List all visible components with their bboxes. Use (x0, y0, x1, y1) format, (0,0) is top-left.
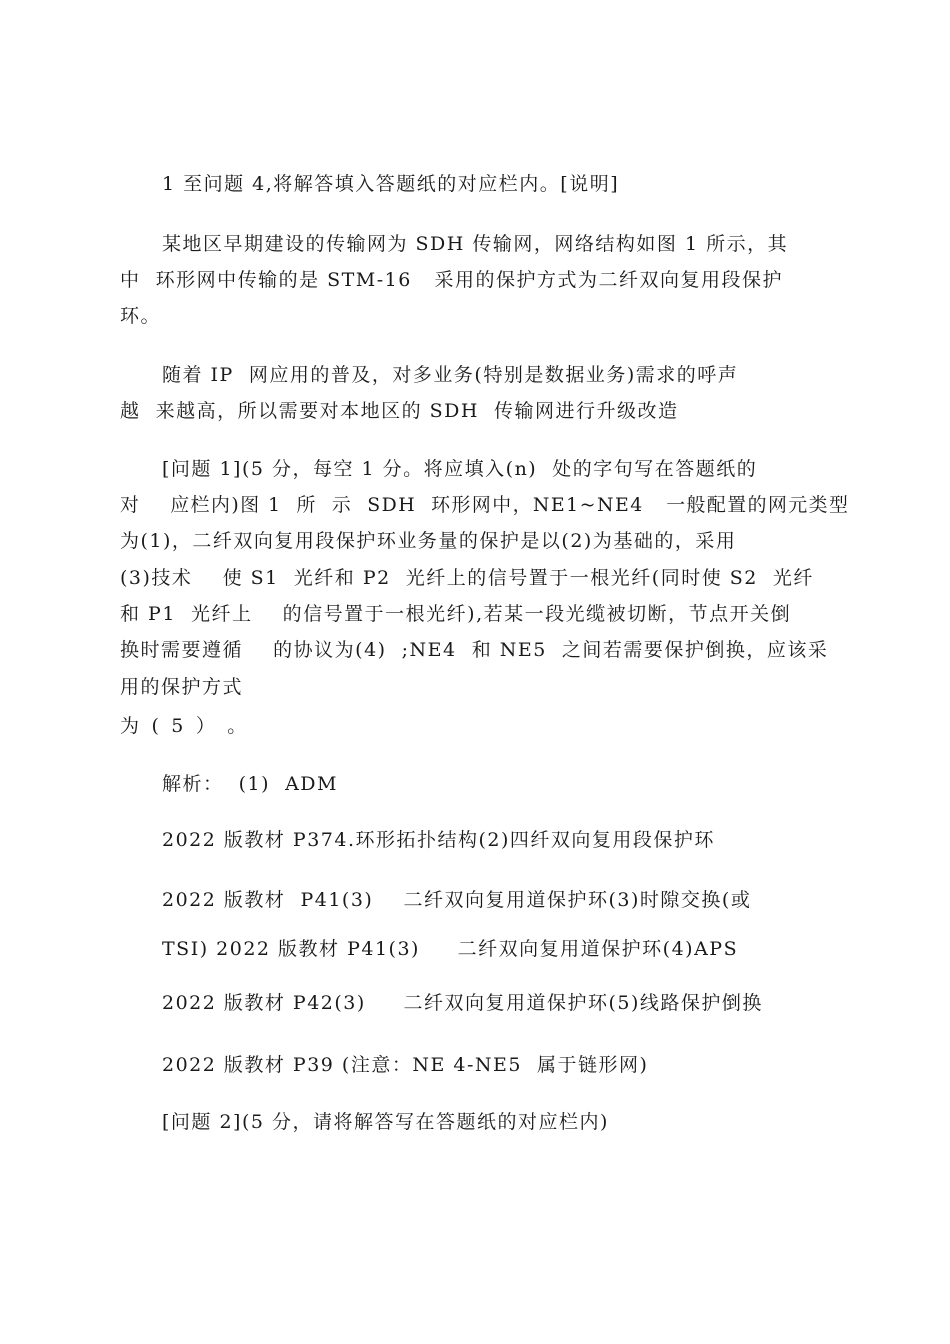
analysis-line: 2022 版教材 P374.环形拓扑结构(2)四纤双向复用段保护环 (162, 829, 715, 851)
intro-instruction: 1 至问题 4,将解答填入答题纸的对应栏内。[说明] (162, 173, 620, 195)
paragraph-line: 某地区早期建设的传输网为 SDH 传输网，网络结构如图 1 所示，其 (162, 233, 789, 255)
question-1-line: 为 ( 5 ） 。 (120, 715, 250, 737)
question-1-line: 换时需要遵循 的协议为(4) ;NE4 和 NE5 之间若需要保护倒换，应该采 (120, 639, 829, 661)
analysis-line: TSI) 2022 版教材 P41(3) 二纤双向复用道保护环(4)APS (162, 938, 739, 960)
analysis-line: 2022 版教材 P42(3) 二纤双向复用道保护环(5)线路保护倒换 (162, 992, 763, 1014)
paragraph-line: 随着 IP 网应用的普及，对多业务(特别是数据业务)需求的呼声 (162, 364, 739, 386)
question-1-line: 对 应栏内)图 1 所 示 SDH 环形网中，NE1~NE4 一般配置的网元类型 (120, 494, 850, 516)
question-1-line: 为(1)，二纤双向复用段保护环业务量的保护是以(2)为基础的，采用 (120, 530, 737, 552)
question-1-line: [问题 1](5 分，每空 1 分。将应填入(n) 处的字句写在答题纸的 (162, 458, 758, 480)
analysis-line: 2022 版教材 P41(3) 二纤双向复用道保护环(3)时隙交换(或 (162, 889, 752, 911)
question-1-line: 用的保护方式 (120, 676, 244, 698)
analysis-line: 2022 版教材 P39 (注意：NE 4-NE5 属于链形网) (162, 1054, 649, 1076)
question-1-line: (3)技术 使 S1 光纤和 P2 光纤上的信号置于一根光纤(同时使 S2 光纤 (120, 567, 814, 589)
paragraph-line: 环。 (120, 305, 162, 327)
paragraph-line: 越 来越高，所以需要对本地区的 SDH 传输网进行升级改造 (120, 400, 679, 422)
paragraph-line: 中 环形网中传输的是 STM-16 采用的保护方式为二纤双向复用段保护 (120, 269, 783, 291)
question-1-line: 和 P1 光纤上 的信号置于一根光纤),若某一段光缆被切断，节点开关倒 (120, 603, 792, 625)
analysis-heading: 解析： (1) ADM (162, 773, 338, 795)
question-2-heading: [问题 2](5 分，请将解答写在答题纸的对应栏内) (162, 1111, 609, 1133)
